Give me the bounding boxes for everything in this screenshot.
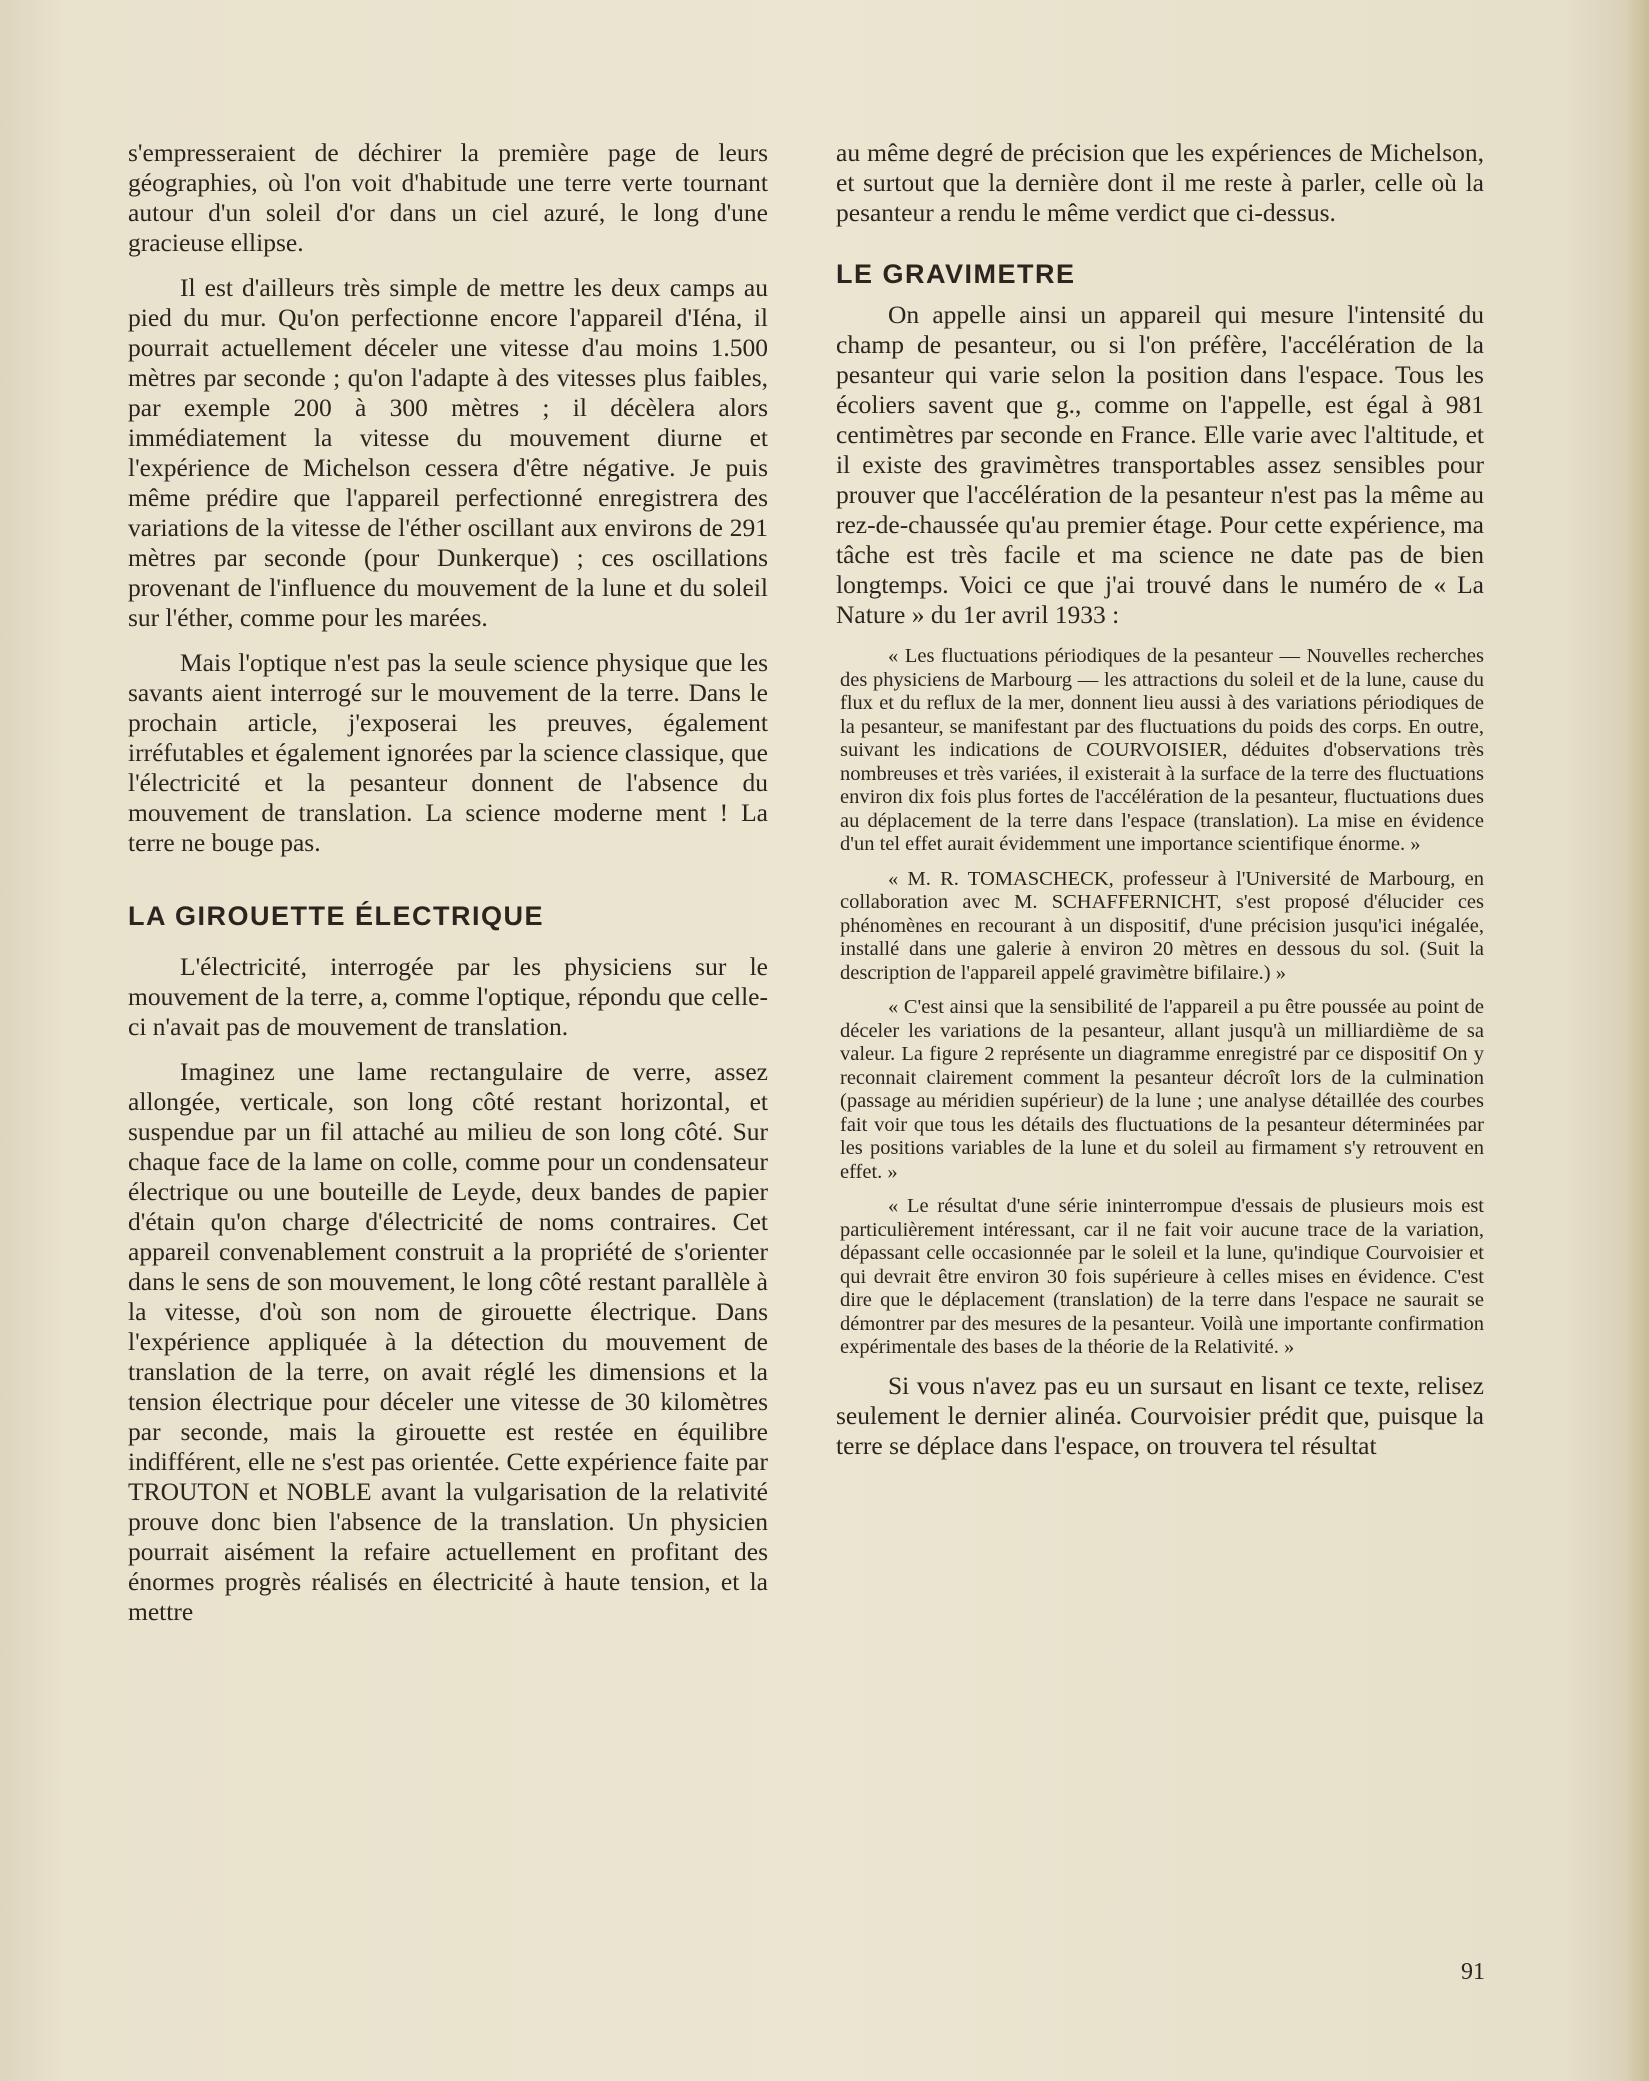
quotation-block: « M. R. TOMASCHECK, professeur à l'Université de Marbourg, en collaboration avec M. SCHAFFERNICHT, s'est proposé d'élucider ces phénomènes en recourant à un dispositif, d'une précision jusqu'ici inégalée, installé dans une galerie à environ 20 mètres en dessous du sol. (Suit la description de l'appareil appelé gravimètre bifilaire.) » [840,867,1484,984]
page-number: 91 [1461,1959,1485,1985]
quotation-block: « Les fluctuations périodiques de la pesanteur — Nouvelles recherches des physiciens de Marbourg — les attractions du soleil et de la lune, cause du flux et du reflux de la mer, donnent lieu aussi à des variations périodiques de la pesanteur, se manifestant par des fluctuations du poids des corps. En outre, suivant les indications de COURVOISIER, déduites d'observations très nombreuses et très variées, il existerait à la surface de la terre des fluctuations environ dix fois plus fortes de l'accélération de la pesanteur, fluctuations dues au déplacement de la terre dans l'espace (translation). La mise en évidence d'un tel effet aurait évidemment une importance scientifique énorme. » [840,645,1484,855]
page-spine-shadow [1627,0,1649,2081]
left-column [128,138,768,1642]
section-heading-girouette: LA GIROUETTE ÉLECTRIQUE [128,901,545,931]
quotation-block: « C'est ainsi que la sensibilité de l'appareil a pu être poussée au point de déceler les variations de la pesanteur, allant jusqu'à un milliardième de sa valeur. La figure 2 représente un diagramme enregistré par ce dispositif On y reconnait clairement comment la pesanteur décroît lors de la culmination (passage au méridien supérieur) de la lune ; une analyse détaillée des courbes fait voir que tous les détails des fluctuations de la pesanteur déterminées par les positions variables de la lune et du soleil au firmament s'y retrouvent en effet. » [840,996,1484,1183]
paragraph: au même degré de précision que les expériences de Michelson, et surtout que la dernière dont il me reste à parler, celle où la pesanteur a rendu le même verdict que ci-dessus. [836,138,1484,227]
paragraph: s'empresseraient de déchirer la première page de leurs géographies, où l'on voit d'habitude une terre verte tournant autour d'un soleil d'or dans un ciel azuré, le long d'une gracieuse ellipse. [128,138,768,257]
paragraph: Il est d'ailleurs très simple de mettre les deux camps au pied du mur. Qu'on perfectionne encore l'appareil d'Iéna, il pourrait actuellement déceler une vitesse d'au moins 1.500 mètres par seconde ; qu'on l'adapte à des vitesses plus faibles, par exemple 200 à 300 mètres ; il décèlera alors immédiatement la vitesse du mouvement diurne et l'expérience de Michelson cessera d'être négative. Je puis même prédire que l'appareil perfectionné enregistrera des variations de la vitesse de l'éther oscillant aux environs de 291 mètres par seconde (pour Dunkerque) ; ces oscillations provenant de l'influence du mouvement de la lune et du soleil sur l'éther, comme pour les marées. [128,273,768,632]
paragraph: Mais l'optique n'est pas la seule science physique que les savants aient interrogé sur le mouvement de la terre. Dans le prochain article, j'exposerai les preuves, également irréfutables et également ignorées par la science classique, que l'électricité et la pesanteur donnent de l'absence du mouvement de translation. La science moderne ment ! La terre ne bouge pas. [128,648,768,857]
paragraph: L'électricité, interrogée par les physiciens sur le mouvement de la terre, a, comme l'optique, répondu que celle-ci n'avait pas de mouvement de translation. [128,952,768,1041]
paragraph: Si vous n'avez pas eu un sursaut en lisant ce texte, relisez seulement le dernier alinéa. Courvoisier prédit que, puisque la terre se déplace dans l'espace, on trouvera tel résultat [836,1370,1484,1460]
right-column [836,138,1484,1476]
paragraph: Imaginez une lame rectangulaire de verre, assez allongée, verticale, son long côté restant horizontal, et suspendue par un fil attaché au milieu de son long côté. Sur chaque face de la lame on colle, comme pour un condensateur électrique ou une bouteille de Leyde, deux bandes de papier d'étain qu'on charge d'électricité de noms contraires. Cet appareil convenablement construit a la propriété de s'orienter dans le sens de son mouvement, le long côté restant parallèle à la vitesse, d'où son nom de girouette électrique. Dans l'expérience appliquée à la détection du mouvement de translation de la terre, on avait réglé les dimensions et la tension électrique pour déceler une vitesse de 30 kilomètres par seconde, mais la girouette est restée en équilibre indifférent, elle ne s'est pas orientée. Cette expérience faite par TROUTON et NOBLE avant la vulgarisation de la relativité prouve donc bien l'absence de la translation. Un physicien pourrait aisément la refaire actuellement en profitant des énormes progrès réalisés en électricité à haute tension, et la mettre [128,1057,768,1626]
quotation-block: « Le résultat d'une série ininterrompue d'essais de plusieurs mois est particulièrement intéressant, car il ne fait voir aucune trace de la variation, dépassant celle occasionnée par le soleil et la lune, qu'indique Courvoisier et qui devrait être environ 30 fois supérieure à celles mises en évidence. C'est dire que le déplacement (translation) de la terre dans l'espace ne saurait se démontrer par des mesures de la pesanteur. Voilà une importante confirmation expérimentale des bases de la théorie de la Relativité. » [840,1195,1484,1358]
paragraph: On appelle ainsi un appareil qui mesure l'intensité du champ de pesanteur, ou si l'on préfère, l'accélération de la pesanteur qui varie selon la position dans l'espace. Tous les écoliers savent que g., comme on l'appelle, est égal à 981 centimètres par seconde en France. Elle varie avec l'altitude, et il existe des gravimètres transportables assez sensibles pour prouver que l'accélération de la pesanteur n'est pas la même au rez-de-chaussée qu'au premier étage. Pour cette expérience, ma tâche est très facile et ma science ne date pas de bien longtemps. Voici ce que j'ai trouvé dans le numéro de « La Nature » du 1er avril 1933 : [836,300,1484,629]
section-heading-gravimetre: LE GRAVIMETRE [836,259,1076,289]
